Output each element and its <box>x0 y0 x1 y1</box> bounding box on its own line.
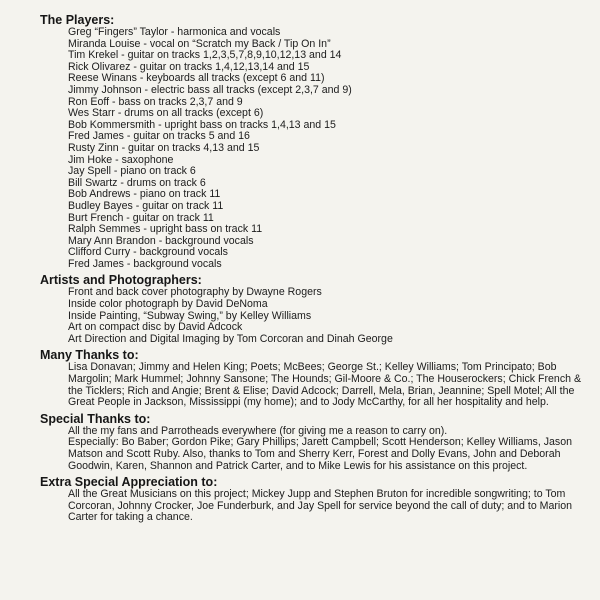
special-thanks-section <box>40 412 588 472</box>
many-thanks-text: Lisa Donavan; Jimmy and Helen King; Poets; McBees; George St.; Kelley Williams; Tom Principato; Bob Margolin; Mark Hummel; Johnny Sansone; The Hounds; Gil-Moore & Co.; The Houserockers; Chick French & the Ticklers; Rich and Angie; Brent & Elise; David Adcock; Darrell, Mela, Brian, Jeannine; Spell Motel; All the Great People in Jackson, Mississippi (my home); and to Jody McCarthy, for all her hospitality and help. <box>68 361 582 409</box>
special-thanks-intro: All the my fans and Parrotheads everywhere (for giving me a reason to carry on). <box>68 424 448 437</box>
player-item: Ron Eoff - bass on tracks 2,3,7 and 9 <box>68 95 243 108</box>
players-heading: The Players: <box>40 13 115 27</box>
credit-line: Inside color photograph by David DeNoma <box>68 298 268 311</box>
player-item: Mary Ann Brandon - background vocals <box>68 234 254 247</box>
player-item: Budley Bayes - guitar on track 11 <box>68 199 224 212</box>
player-item: Miranda Louise - vocal on “Scratch my Back / Tip On In” <box>68 37 331 50</box>
player-item: Clifford Curry - background vocals <box>68 246 228 259</box>
player-item: Fred James - guitar on tracks 5 and 16 <box>68 130 250 143</box>
credit-line: Art on compact disc by David Adcock <box>68 321 243 334</box>
extra-special-heading: Extra Special Appreciation to: <box>40 475 218 490</box>
credit-line: Art Direction and Digital Imaging by Tom Corcoran and Dinah George <box>68 332 393 345</box>
many-thanks-heading: Many Thanks to: <box>40 348 139 363</box>
players-section <box>40 13 588 270</box>
credit-line: Front and back cover photography by Dwayne Rogers <box>68 286 322 299</box>
player-item: Reese Winans - keyboards all tracks (except 6 and 11) <box>68 72 325 85</box>
player-item: Fred James - background vocals <box>68 257 222 270</box>
special-thanks-heading: Special Thanks to: <box>40 411 151 426</box>
artists-lines <box>40 287 588 345</box>
player-item: Rusty Zinn - guitar on tracks 4,13 and 15 <box>68 141 260 154</box>
player-item: Tim Krekel - guitar on tracks 1,2,3,5,7,8,9,10,12,13 and 14 <box>68 49 342 62</box>
player-item: Jay Spell - piano on track 6 <box>68 165 196 178</box>
players-list <box>40 27 588 270</box>
player-item: Jim Hoke - saxophone <box>68 153 174 166</box>
player-item: Rick Olivarez - guitar on tracks 1,4,12,13,14 and 15 <box>68 60 310 73</box>
artists-heading: Artists and Photographers: <box>40 273 202 288</box>
artists-section <box>40 273 588 345</box>
player-item: Bob Andrews - piano on track 11 <box>68 188 221 201</box>
player-item: Burt French - guitar on track 11 <box>68 211 214 224</box>
player-item: Ralph Semmes - upright bass on track 11 <box>68 223 263 236</box>
extra-special-section <box>40 475 588 524</box>
player-item: Greg “Fingers” Taylor - harmonica and vocals <box>68 26 281 38</box>
special-thanks-text: Especially: Bo Baber; Gordon Pike; Gary Phillips; Jarett Campbell; Scott Henderson; Kelley Williams, Jason Matson and Scott Ruby. Also, thanks to Tom and Sherry Kerr, Forest and Dolly Evans, John and Deborah Goodwin, Karen, Shannon and Patrick Carter, and to Mike Lewis for his assistance on this project. <box>68 436 573 472</box>
player-item: Jimmy Johnson - electric bass all tracks (except 2,3,7 and 9) <box>68 83 352 96</box>
many-thanks-section <box>40 348 588 408</box>
player-item: Bob Kommersmith - upright bass on tracks 1,4,13 and 15 <box>68 118 336 131</box>
credit-line: Inside Painting, “Subway Swing,” by Kelley Williams <box>68 309 312 322</box>
extra-special-text: All the Great Musicians on this project; Mickey Jupp and Stephen Bruton for incredible songwriting; to Tom Corcoran, Johnny Crocker, Joe Funderburk, and Jay Spell for service beyond the call of duty; and to Marion Carter for taking a chance. <box>68 488 573 524</box>
player-item: Wes Starr - drums on all tracks (except 6) <box>68 107 264 120</box>
player-item: Bill Swartz - drums on track 6 <box>68 176 206 189</box>
